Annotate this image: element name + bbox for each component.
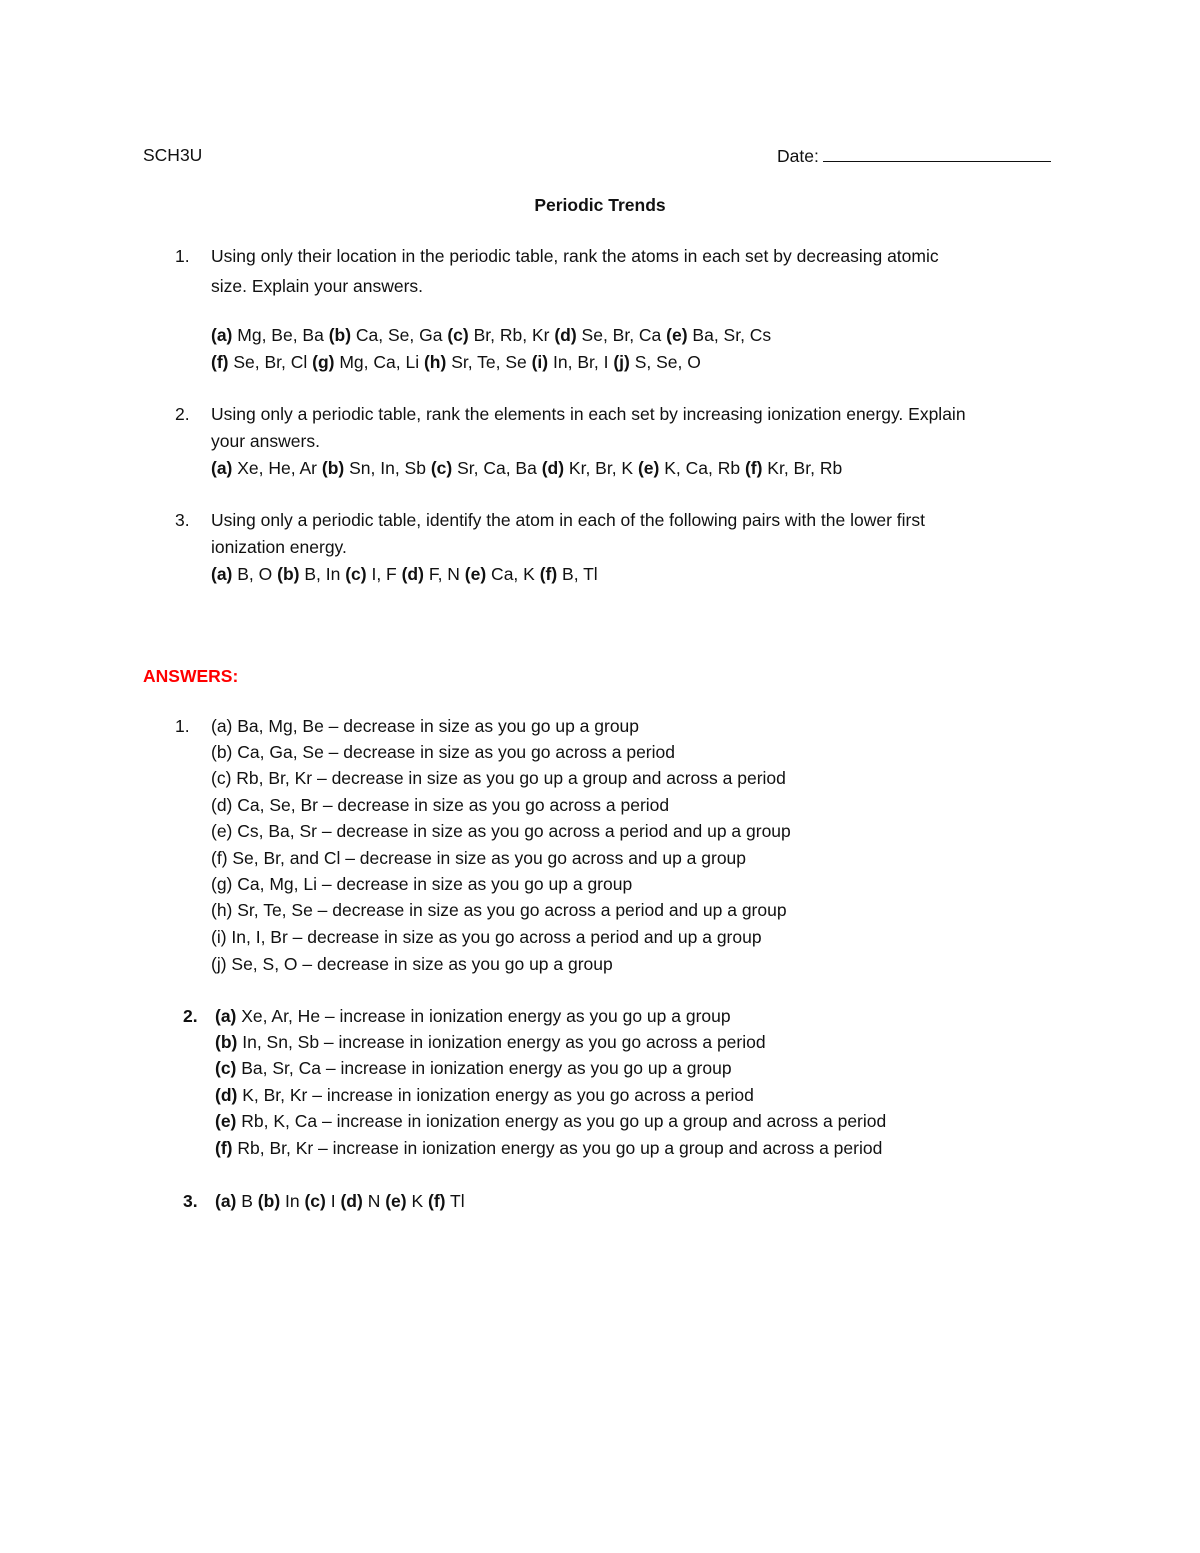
option-text: B, In <box>299 564 346 584</box>
option-text: Ca, K <box>486 564 540 584</box>
option-text: Se, Br, Cl <box>228 352 313 372</box>
question-number: 2. <box>175 404 190 424</box>
option-label: (i) <box>531 352 549 372</box>
answer-item <box>215 1006 731 1027</box>
option-label: (d) <box>401 564 424 584</box>
answer-text: B <box>236 1191 258 1211</box>
answer-text: I <box>325 1191 341 1211</box>
answer-text: K <box>406 1191 428 1211</box>
option-text: Kr, Br, Rb <box>762 458 843 478</box>
question-text-line: your answers. <box>211 431 320 451</box>
option-label: (a) <box>211 564 233 584</box>
page-title: Periodic Trends <box>534 195 666 215</box>
answer-text: K, Br, Kr – increase in ionization energy as you go across a period <box>237 1085 754 1105</box>
answer-item: (c) Rb, Br, Kr – decrease in size as you go up a group and across a period <box>211 768 786 788</box>
answer-label: (f) <box>428 1191 446 1211</box>
question-text-line: Using only a periodic table, identify the atom in each of the following pairs with the lower first <box>211 510 925 530</box>
answer-number: 3. <box>183 1191 198 1211</box>
answer-item: (g) Ca, Mg, Li – decrease in size as you go up a group <box>211 874 633 894</box>
option-label: (d) <box>541 458 565 478</box>
answer-item <box>215 1032 766 1053</box>
date-field <box>777 145 1051 167</box>
option-label: (h) <box>423 352 447 372</box>
answer-label: (a) <box>215 1191 237 1211</box>
option-label: (j) <box>613 352 630 372</box>
option-label: (f) <box>211 352 229 372</box>
option-text: B, O <box>232 564 278 584</box>
answer-label: (c) <box>215 1058 237 1078</box>
answer-item: (d) Ca, Se, Br – decrease in size as you go across a period <box>211 795 670 815</box>
answer-label: (f) <box>215 1138 233 1158</box>
answer-label: (b) <box>257 1191 281 1211</box>
option-label: (d) <box>554 325 577 345</box>
question-text-line: Using only their location in the periodic table, rank the atoms in each set by decreasing atomic <box>211 246 939 266</box>
option-label: (f) <box>539 564 558 584</box>
answer-number: 2. <box>183 1006 198 1026</box>
option-text: S, Se, O <box>629 352 701 372</box>
answer-item <box>215 1138 882 1159</box>
option-text: Xe, He, Ar <box>232 458 322 478</box>
answer-text: Xe, Ar, He – increase in ionization energy as you go up a group <box>236 1006 731 1026</box>
option-text: Mg, Be, Ba <box>232 325 329 345</box>
question-options <box>211 458 842 479</box>
answer-item: (h) Sr, Te, Se – decrease in size as you go across a period and up a group <box>211 900 787 920</box>
answer-item: (e) Cs, Ba, Sr – decrease in size as you go across a period and up a group <box>211 821 791 841</box>
answer-text: N <box>362 1191 386 1211</box>
question-number: 1. <box>175 246 190 266</box>
option-label: (c) <box>430 458 453 478</box>
answer-label: (d) <box>215 1085 238 1105</box>
option-text: Ca, Se, Ga <box>351 325 448 345</box>
option-text: K, Ca, Rb <box>659 458 745 478</box>
option-text: Mg, Ca, Li <box>334 352 424 372</box>
option-text: Br, Rb, Kr <box>468 325 555 345</box>
option-label: (f) <box>744 458 763 478</box>
answer-item <box>215 1191 465 1212</box>
answer-text: In, Sn, Sb – increase in ionization energy as you go across a period <box>237 1032 766 1052</box>
option-label: (g) <box>312 352 335 372</box>
answer-label: (d) <box>340 1191 363 1211</box>
course-code: SCH3U <box>143 145 203 165</box>
option-text: F, N <box>423 564 465 584</box>
answer-item <box>215 1085 754 1106</box>
option-label: (e) <box>464 564 487 584</box>
option-text: Sn, In, Sb <box>344 458 431 478</box>
question-options <box>211 564 598 585</box>
question-options <box>211 352 701 373</box>
question-number: 3. <box>175 510 190 530</box>
option-label: (e) <box>666 325 688 345</box>
answer-label: (b) <box>215 1032 238 1052</box>
answer-text: Rb, K, Ca – increase in ionization energy as you go up a group and across a period <box>236 1111 887 1131</box>
question-text-line: Using only a periodic table, rank the elements in each set by increasing ionization energy. Explain <box>211 404 966 424</box>
option-label: (e) <box>637 458 660 478</box>
option-text: In, Br, I <box>548 352 614 372</box>
option-label: (c) <box>345 564 367 584</box>
answer-label: (a) <box>215 1006 237 1026</box>
answer-text: Tl <box>445 1191 465 1211</box>
answer-item <box>215 1058 732 1079</box>
option-text: Sr, Te, Se <box>446 352 532 372</box>
answer-text: In <box>280 1191 305 1211</box>
question-options <box>211 325 771 346</box>
date-label: Date: <box>777 146 819 166</box>
option-label: (a) <box>211 325 233 345</box>
option-label: (a) <box>211 458 233 478</box>
date-blank-line <box>823 145 1051 162</box>
question-text-line: size. Explain your answers. <box>211 276 424 296</box>
answers-heading: ANSWERS: <box>143 666 239 686</box>
option-label: (b) <box>277 564 300 584</box>
answer-item: (f) Se, Br, and Cl – decrease in size as you go across and up a group <box>211 848 747 868</box>
answer-text: Rb, Br, Kr – increase in ionization energy as you go up a group and across a period <box>232 1138 883 1158</box>
option-label: (c) <box>447 325 469 345</box>
answer-label: (c) <box>304 1191 326 1211</box>
answer-item: (j) Se, S, O – decrease in size as you go up a group <box>211 954 613 974</box>
answer-item: (a) Ba, Mg, Be – decrease in size as you go up a group <box>211 716 640 736</box>
option-text: Kr, Br, K <box>564 458 638 478</box>
option-text: Sr, Ca, Ba <box>452 458 542 478</box>
answer-label: (e) <box>215 1111 237 1131</box>
answer-text: Ba, Sr, Ca – increase in ionization energy as you go up a group <box>236 1058 732 1078</box>
option-text: Ba, Sr, Cs <box>687 325 772 345</box>
answer-item <box>215 1111 886 1132</box>
answer-label: (e) <box>385 1191 407 1211</box>
option-text: B, Tl <box>557 564 598 584</box>
option-label: (b) <box>328 325 352 345</box>
answer-item: (i) In, I, Br – decrease in size as you go across a period and up a group <box>211 927 762 947</box>
option-text: Se, Br, Ca <box>576 325 667 345</box>
question-text-line: ionization energy. <box>211 537 347 557</box>
answer-number: 1. <box>175 716 190 736</box>
option-label: (b) <box>321 458 345 478</box>
option-text: I, F <box>366 564 402 584</box>
answer-item: (b) Ca, Ga, Se – decrease in size as you go across a period <box>211 742 675 762</box>
